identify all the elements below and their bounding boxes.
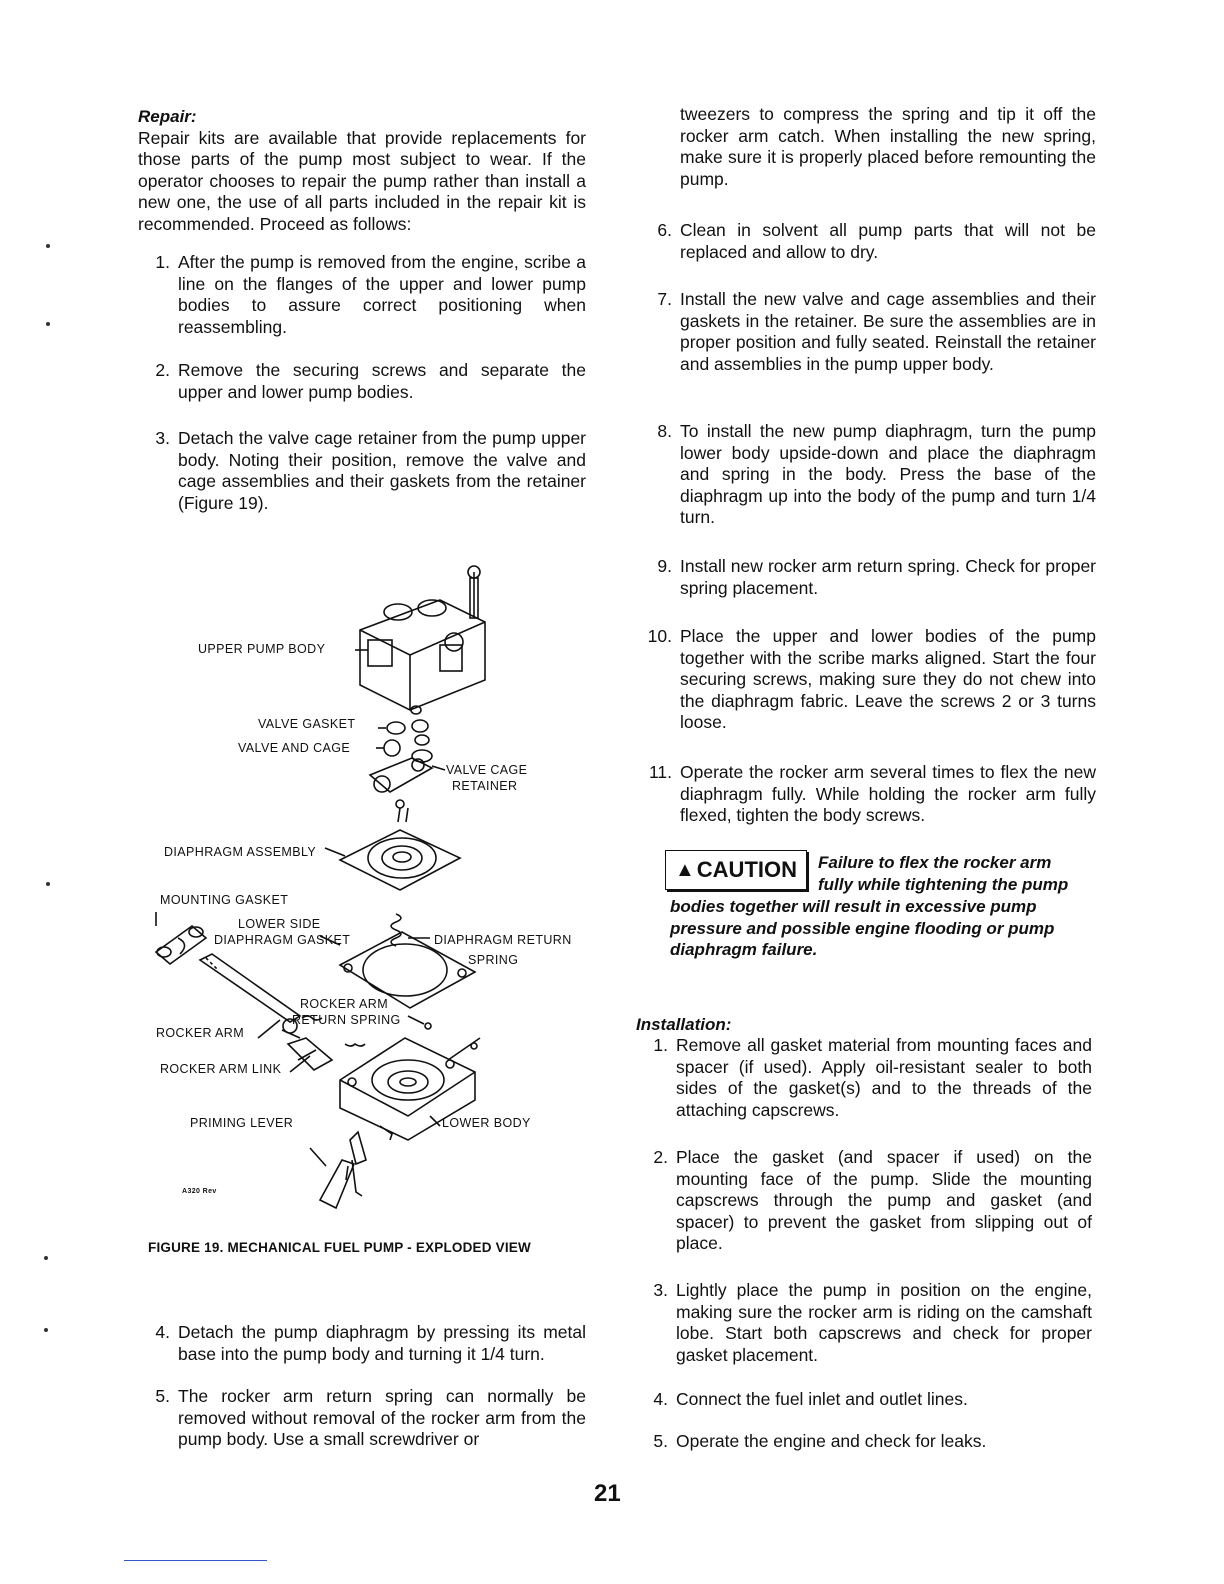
step-number: [640, 104, 680, 190]
install-step-5: [636, 1431, 1092, 1453]
caution-label: CAUTION: [696, 857, 797, 882]
step-text: Operate the rocker arm several times to flex the new diaphragm fully. While holding the rocker arm fully flexed, tighten the body screws.: [680, 762, 1096, 826]
label-spring: SPRING: [468, 953, 519, 967]
scan-speck: [46, 882, 50, 886]
label-rocker-arm: ROCKER ARM: [156, 1026, 245, 1040]
step-text: Install the new valve and cage assemblies and their gaskets in the retainer. Be sure the assemblies are in proper position and fully seated. Reinstall the retainer and assemblies in the pump upper body.: [680, 289, 1096, 374]
page-number: 21: [594, 1480, 621, 1507]
install-step-3: [636, 1280, 1092, 1366]
label-lower-side: LOWER SIDE: [238, 917, 321, 931]
step-text: Lightly place the pump in position on the engine, making sure the rocker arm is riding on the camshaft lobe. Start both capscrews and check for proper gasket placement.: [676, 1280, 1092, 1365]
label-upper-pump-body: UPPER PUMP BODY: [198, 642, 326, 656]
step-text: Remove the securing screws and separate the upper and lower pump bodies.: [178, 360, 586, 402]
label-retainer: RETAINER: [452, 779, 518, 793]
label-rocker-arm-return: ROCKER ARM: [300, 997, 389, 1011]
step-10: [640, 626, 1096, 734]
fuel-pump-exploded-diagram: [140, 560, 590, 1220]
install-step-4: [636, 1389, 1092, 1411]
label-diaphragm-gasket: DIAPHRAGM GASKET: [214, 933, 351, 947]
step-9: [640, 556, 1096, 599]
step-number: 9.: [657, 556, 672, 576]
step-text: After the pump is removed from the engine, scribe a line on the flanges of the upper and lower pump bodies to assure correct positioning when reassembling.: [178, 252, 586, 337]
warning-triangle-icon: ▲: [674, 858, 695, 881]
step-text: Connect the fuel inlet and outlet lines.: [676, 1389, 968, 1409]
step-number: 2.: [155, 360, 170, 380]
install-step-1: [636, 1035, 1092, 1121]
step-text: Clean in solvent all pump parts that will not be replaced and allow to dry.: [680, 220, 1096, 262]
step-number: 1.: [653, 1035, 668, 1055]
label-valve-cage: VALVE CAGE: [446, 763, 528, 777]
scan-artifact-line: [124, 1560, 267, 1561]
step-text: Operate the engine and check for leaks.: [676, 1431, 987, 1451]
caution-line-2: fully while tightening the pump: [818, 875, 1069, 894]
step-number: 4.: [155, 1322, 170, 1342]
caution-badge: [665, 850, 807, 890]
step-text: Place the gasket (and spacer if used) on the mounting face of the pump. Slide the mounting capscrews through the pump and gasket (and spacer) to prevent the gasket from slipping out of place.: [676, 1147, 1092, 1254]
install-step-2: [636, 1147, 1092, 1255]
repair-heading: Repair:: [138, 107, 197, 126]
label-rocker-arm-link: ROCKER ARM LINK: [160, 1062, 282, 1076]
installation-heading: [636, 1014, 1092, 1036]
repair-section: [138, 106, 586, 236]
step-7: [640, 289, 1096, 375]
step-text: Install new rocker arm return spring. Check for proper spring placement.: [680, 556, 1096, 598]
step-5: [138, 1386, 586, 1451]
step-text: To install the new pump diaphragm, turn the pump lower body upside-down and place the diaphragm and spring in the body. Press the base of the diaphragm up into the body of the pump and turn 1/4 turn.: [680, 421, 1096, 528]
label-diaphragm-return: DIAPHRAGM RETURN: [434, 933, 572, 947]
label-priming-lever: PRIMING LEVER: [190, 1116, 294, 1130]
step-text: Remove all gasket material from mounting faces and spacer (if used). Apply oil-resistant sealer to both sides of the gasket(s) and to the threads of the attaching capscrews.: [676, 1035, 1092, 1120]
step-number: 5.: [155, 1386, 170, 1406]
label-figure-ref: A320 Rev: [182, 1188, 217, 1195]
step-11: [640, 762, 1096, 827]
repair-intro: Repair kits are available that provide replacements for those parts of the pump most subject to wear. If the operator chooses to repair the pump rather than install a new one, the use of all parts included in the repair kit is recommended. Proceed as follows:: [138, 127, 586, 234]
step-text: The rocker arm return spring can normally be removed without removal of the rocker arm from the pump body. Use a small screwdriver or: [178, 1386, 586, 1450]
step-number: 11.: [648, 762, 672, 782]
label-diaphragm-assembly: DIAPHRAGM ASSEMBLY: [164, 845, 317, 859]
scan-speck: [46, 322, 50, 326]
caution-line-1: Failure to flex the rocker arm: [818, 853, 1052, 872]
label-mounting-gasket: MOUNTING GASKET: [160, 893, 289, 907]
step-text: Detach the pump diaphragm by pressing its metal base into the pump body and turning it 1/4 turn.: [178, 1322, 586, 1364]
step-number: 5.: [653, 1431, 668, 1451]
step-number: 7.: [657, 289, 672, 309]
step-text: Place the upper and lower bodies of the pump together with the scribe marks aligned. Start the four securing screws, making sure they do not chew into the diaphragm fabric. Leave the screws 2 or 3 turns loose.: [680, 626, 1096, 733]
step-number: 4.: [653, 1389, 668, 1409]
scan-speck: [46, 244, 50, 248]
step-number: 6.: [657, 220, 672, 240]
step-6: [640, 220, 1096, 263]
caution-body: bodies together will result in excessive pump pressure and possible engine flooding or pump diaphragm failure.: [670, 897, 1055, 960]
figure-caption: FIGURE 19. MECHANICAL FUEL PUMP - EXPLODED VIEW: [148, 1240, 531, 1255]
scan-speck: [44, 1328, 48, 1332]
step-number: 2.: [653, 1147, 668, 1167]
step-3: [138, 428, 586, 514]
step-number: 8.: [657, 421, 672, 441]
label-valve-and-cage: VALVE AND CAGE: [238, 741, 351, 755]
step-5-continued: [640, 104, 1096, 190]
step-number: 3.: [155, 428, 170, 448]
step-text: Detach the valve cage retainer from the pump upper body. Noting their position, remove the valve and cage assemblies and their gaskets from the retainer (Figure 19).: [178, 428, 586, 513]
step-2: [138, 360, 586, 403]
label-lower-body: LOWER BODY: [442, 1116, 531, 1130]
label-valve-gasket: VALVE GASKET: [258, 717, 356, 731]
step-number: 3.: [653, 1280, 668, 1300]
step-number: 10.: [647, 626, 672, 646]
label-return-spring: RETURN SPRING: [292, 1013, 401, 1027]
step-8: [640, 421, 1096, 529]
step-4: [138, 1322, 586, 1365]
step-text: tweezers to compress the spring and tip it off the rocker arm catch. When installing the new spring, make sure it is properly placed before remounting the pump.: [680, 104, 1096, 189]
installation-title: Installation:: [636, 1015, 732, 1034]
step-number: 1.: [155, 252, 170, 272]
step-1: [138, 252, 586, 338]
scan-speck: [44, 1256, 48, 1260]
